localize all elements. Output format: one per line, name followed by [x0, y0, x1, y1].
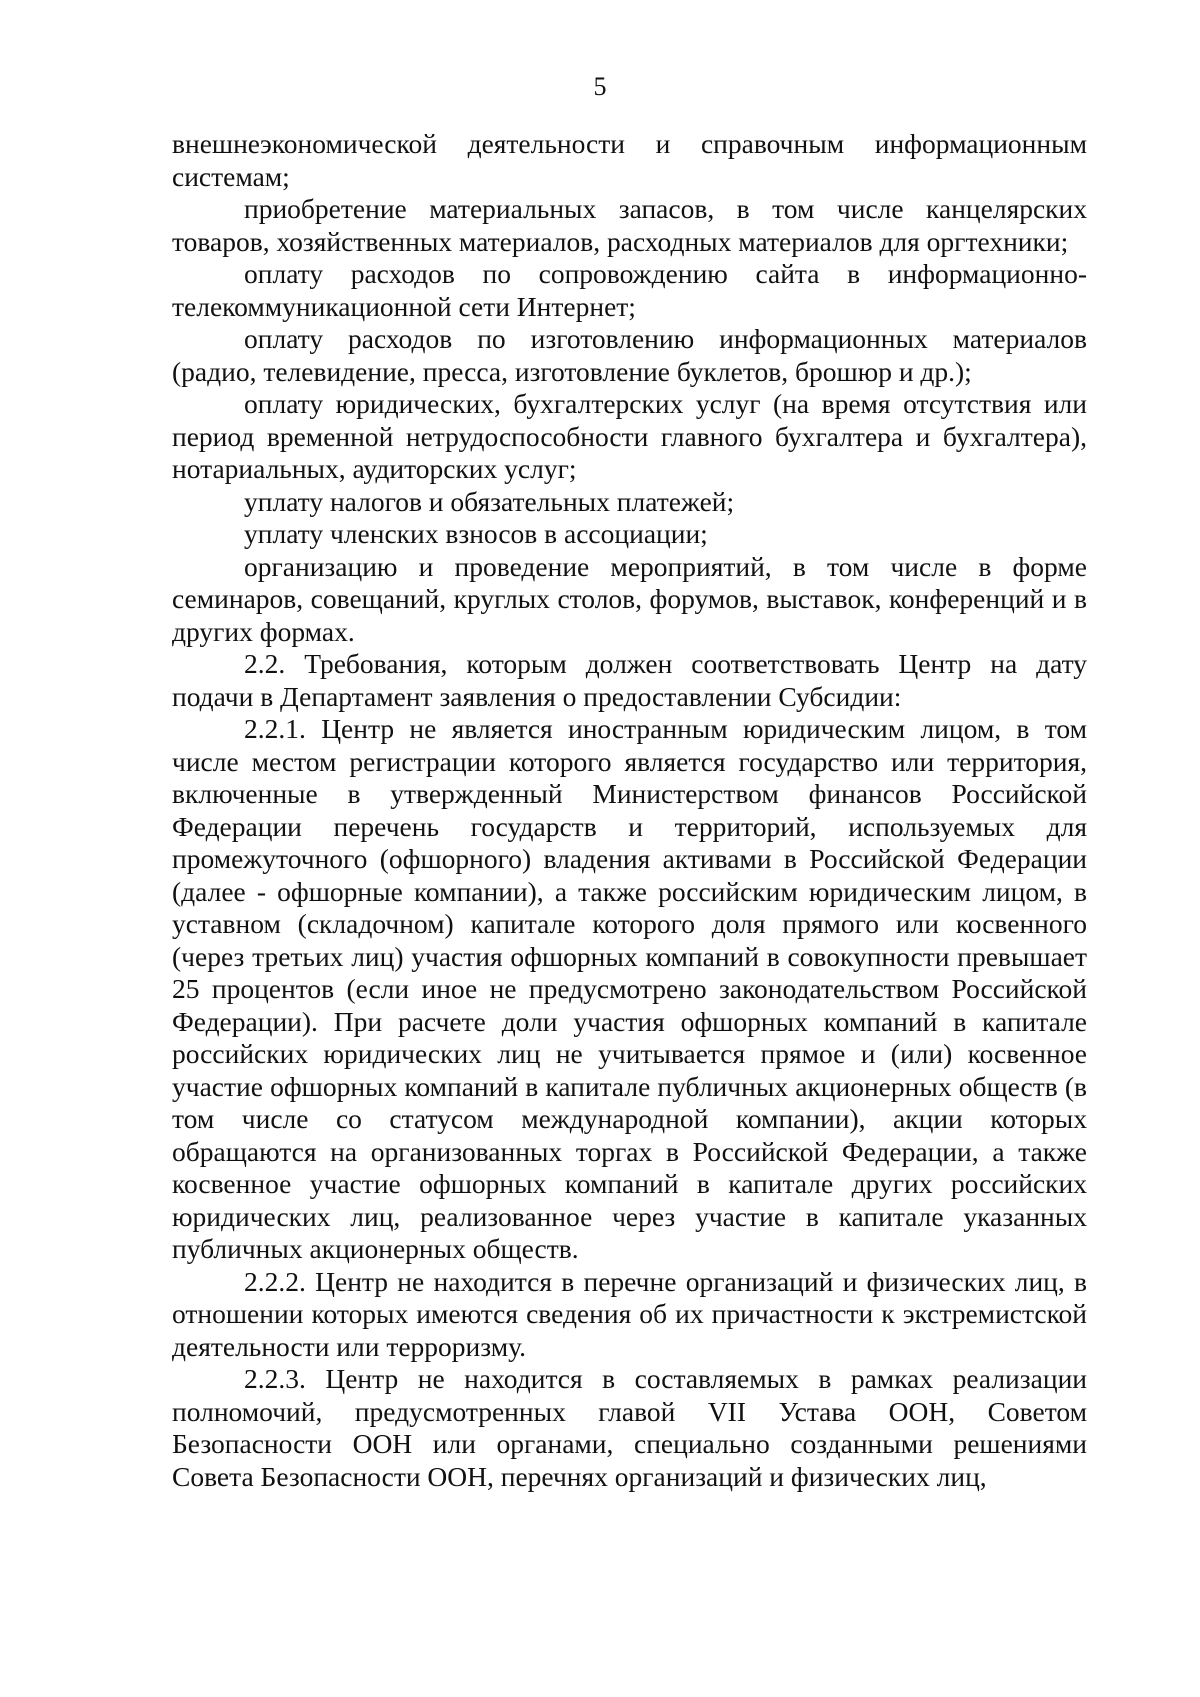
page-number: 5: [593, 72, 607, 101]
paragraph-continuation: внешнеэкономической деятельности и справочным информационным системам;: [172, 128, 1087, 192]
section-2-2-1: 2.2.1. Центр не является иностранным юридическим лицом, в том числе местом регистрации которого является государство или территория, включенные в утвержденный Министерством финансов Российской Федерации перечень государств и территорий, используемых для промежуточного (офшорного) владения активами в Российской Федерации (далее - офшорные компании), а также российским юридическим лицом, в уставном (складочном) капитале которого доля прямого или косвенного (через третьих лиц) участия офшорных компаний в совокупности превышает 25 процентов (если иное не предусмотрено законодательством Российской Федерации). При расчете доли участия офшорных компаний в капитале российских юридических лиц не учитывается прямое и (или) косвенное участие офшорных компаний в капитале публичных акционерных обществ (в том числе со статусом международной компании), акции которых обращаются на организованных торгах в Российской Федерации, а также косвенное участие офшорных компаний в капитале других российских юридических лиц, реализованное через участие в капитале указанных публичных акционерных обществ.: [172, 713, 1087, 1264]
section-2-2-3: 2.2.3. Центр не находится в составляемых в рамках реализации полномочий, предусмотренных главой VII Устава ООН, Советом Безопасности ООН или органами, специально созданными решениями Совета Безопасности ООН, перечнях организаций и физических лиц,: [172, 1363, 1087, 1492]
paragraph-website: оплату расходов по сопровождению сайта в информационно-телекоммуникационной сети Интернет;: [172, 258, 1087, 322]
paragraph-materials: приобретение материальных запасов, в том числе канцелярских товаров, хозяйственных материалов, расходных материалов для оргтехники;: [172, 193, 1087, 257]
document-body: [172, 128, 1087, 1493]
paragraph-legal-services: оплату юридических, бухгалтерских услуг (на время отсутствия или период временной нетрудоспособности главного бухгалтера и бухгалтера), нотариальных, аудиторских услуг;: [172, 388, 1087, 484]
section-2-2: 2.2. Требования, которым должен соответствовать Центр на дату подачи в Департамент заявления о предоставлении Субсидии:: [172, 648, 1087, 712]
section-2-2-2: 2.2.2. Центр не находится в перечне организаций и физических лиц, в отношении которых имеются сведения об их причастности к экстремистской деятельности или терроризму.: [172, 1265, 1087, 1362]
paragraph-events: организацию и проведение мероприятий, в том числе в форме семинаров, совещаний, круглых столов, форумов, выставок, конференций и в других формах.: [172, 550, 1087, 647]
paragraph-info-materials: оплату расходов по изготовлению информационных материалов (радио, телевидение, пресса, изготовление буклетов, брошюр и др.);: [172, 323, 1087, 387]
paragraph-membership-fees: уплату членских взносов в ассоциации;: [244, 518, 708, 549]
paragraph-taxes: уплату налогов и обязательных платежей;: [244, 485, 735, 517]
